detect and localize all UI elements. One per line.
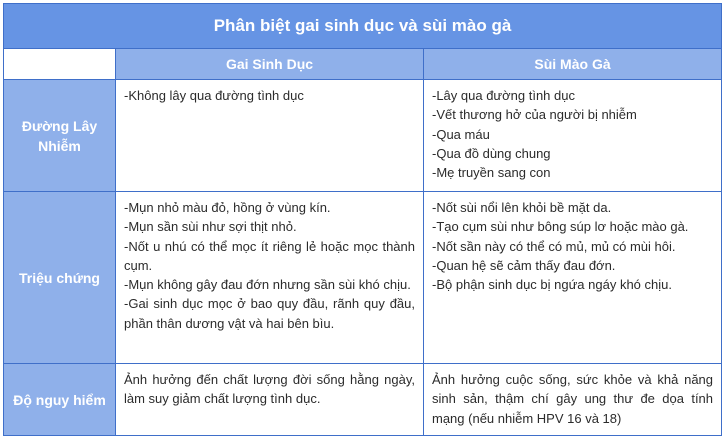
comparison-table xyxy=(3,3,722,436)
corner-cell xyxy=(4,49,116,80)
table-title: Phân biệt gai sinh dục và sùi mào gà xyxy=(4,4,722,49)
cell-line: -Không lây qua đường tình dục xyxy=(124,88,304,103)
row-header: Triệu chứng xyxy=(4,192,116,364)
row-trieu-chung xyxy=(4,192,722,364)
cell-line: -Gai sinh dục mọc ở bao quy đầu, rãnh quy đầu, phần thân dương vật và hai bên bìu. xyxy=(124,296,415,331)
cell-line: -Quan hệ sẽ cảm thấy đau đớn. xyxy=(432,257,616,273)
cell-gai-sinh-duc xyxy=(116,192,424,364)
cell-sui-mao-ga xyxy=(424,192,722,364)
column-header-gai-sinh-duc: Gai Sinh Dục xyxy=(116,49,424,80)
cell-line: -Mụn sần sùi như sợi thịt nhỏ. xyxy=(124,219,297,235)
cell-line: -Lây qua đường tình dục xyxy=(432,88,575,103)
cell-sui-mao-ga xyxy=(424,80,722,192)
title-row xyxy=(4,4,722,49)
cell-line: -Nốt sần này có thể có mủ, mủ có mùi hôi. xyxy=(432,238,676,254)
cell-line: -Nốt u nhú có thể mọc ít riêng lẻ hoặc mọc thành cụm. xyxy=(124,238,415,273)
cell-line: -Tạo cụm sùi như bông súp lơ hoặc mào gà. xyxy=(432,219,689,235)
cell-line: Ảnh hưởng cuộc sống, sức khỏe và khả năng sinh sản, thậm chí gây ung thư đe dọa tính mạng (nếu nhiễm HPV 16 và 18) xyxy=(432,372,714,426)
cell-line: -Nốt sùi nổi lên khỏi bề mặt da. xyxy=(432,200,612,215)
cell-sui-mao-ga xyxy=(424,364,722,436)
cell-line: -Mụn nhỏ màu đỏ, hồng ở vùng kín. xyxy=(124,200,331,215)
comparison-table-wrapper xyxy=(3,3,721,440)
cell-line: -Bộ phận sinh dục bị ngứa ngáy khó chịu. xyxy=(432,277,672,293)
header-row xyxy=(4,49,722,80)
cell-line: -Mẹ truyền sang con xyxy=(432,165,551,181)
cell-line: -Mụn không gây đau đớn nhưng sần sùi khó chịu. xyxy=(124,277,411,293)
cell-gai-sinh-duc xyxy=(116,364,424,436)
row-do-nguy-hiem xyxy=(4,364,722,436)
cell-gai-sinh-duc xyxy=(116,80,424,192)
column-header-sui-mao-ga: Sùi Mào Gà xyxy=(424,49,722,80)
cell-line: -Qua máu xyxy=(432,126,490,142)
cell-line: -Qua đồ dùng chung xyxy=(432,145,551,161)
row-header: Độ nguy hiểm xyxy=(4,364,116,436)
row-duong-lay-nhiem xyxy=(4,80,722,192)
row-header: Đường Lây Nhiễm xyxy=(4,80,116,192)
cell-line: -Vết thương hở của người bị nhiễm xyxy=(432,107,637,123)
cell-line: Ảnh hưởng đến chất lượng đời sống hằng ngày, làm suy giảm chất lượng tình dục. xyxy=(124,372,415,407)
